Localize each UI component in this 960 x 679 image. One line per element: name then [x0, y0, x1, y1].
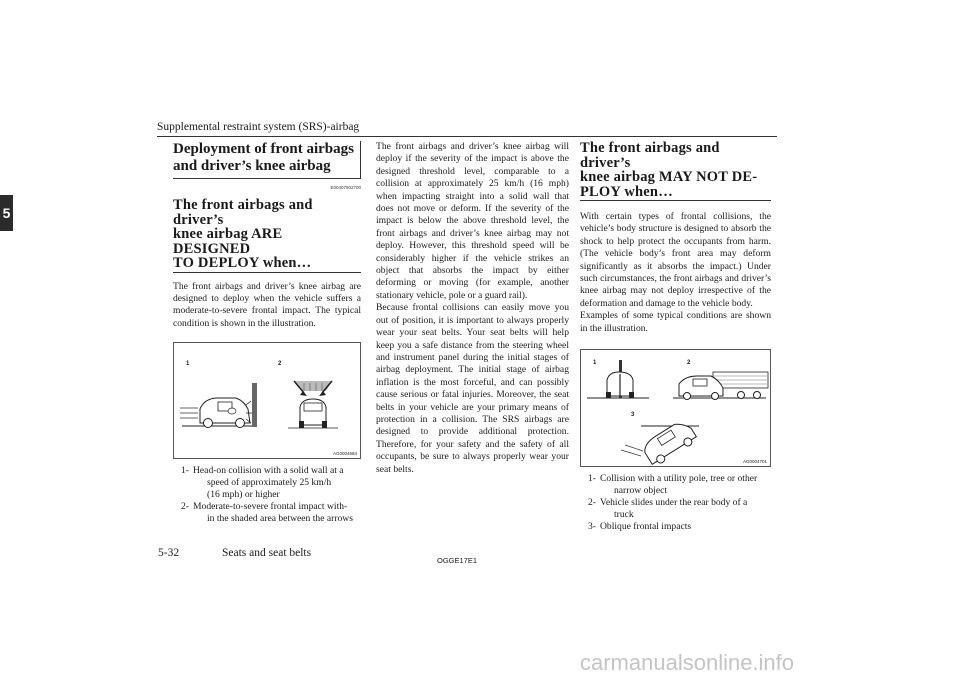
caption-number: 3-: [588, 521, 596, 533]
caption-line: in the shaded area between the arrows: [207, 513, 353, 525]
section-heading-line1: Deployment of front airbags: [173, 141, 354, 157]
caption-line: Vehicle slides under the rear body of a: [600, 497, 748, 509]
section-code: E00407502700: [330, 185, 361, 190]
figure-not-deploy-label-2: 2: [687, 360, 691, 367]
footer-section-title: Seats and seat belts: [222, 547, 312, 559]
subheading-deploy-line3: TO DEPLOY when…: [173, 256, 361, 273]
examples-paragraph: Examples of some typical conditions are shown in the illustration.: [580, 310, 771, 334]
figure-not-deploy-label-3: 3: [631, 412, 635, 419]
figure-deploy-code: AG0004684: [332, 451, 357, 457]
caption-item: [580, 497, 771, 521]
caption-item: [173, 501, 361, 525]
column-3: [580, 141, 771, 533]
header-rule: [157, 136, 777, 137]
caption-line: speed of approximately 25 km/h: [207, 477, 332, 489]
figure-not-deploy: [580, 349, 771, 467]
section-heading-line2: and driver’s knee airbag: [173, 158, 331, 174]
watermark: carmanualsonline.info: [580, 650, 795, 675]
caption-number: 2-: [181, 501, 189, 513]
caption-item: [173, 465, 361, 501]
threshold-paragraph: The front airbags and driver’s knee airbag will deploy if the severity of the impact is above the designed threshold level, comparable to a collision at approximately 25 km/h (16 mph) when impacting straight into a solid wall that does not move or deform. If the severity of the impact is below the above threshold level, the front airbags and driver’s knee airbag may not deploy. However, this threshold speed will be considerably higher if the vehicle strikes an object that absorbs the impact by either deforming or moving (for example, another stationary vehicle, pole or a guard rail).: [376, 141, 569, 301]
subheading-deploy: [173, 198, 361, 273]
caption-number: 1-: [588, 473, 596, 485]
caption-line: truck: [614, 509, 634, 521]
seatbelt-paragraph: Because frontal collisions can easily move you out of position, it is important to always properly wear your seat belts. Your seat belts will help keep you a safe distance from the steering wheel and instrument panel during the initial stages of airbag deployment. The initial stage of airbag inflation is the most forceful, and can possibly cause serious or fatal injuries. Moreover, the seat belts in your vehicle are your primary means of protection in a collision. The SRS airbags are designed to provide additional protection. Therefore, for your safety and the safety of all occupants, be sure to always properly wear your seat belts.: [376, 302, 569, 475]
column-2: [376, 141, 569, 476]
figure-not-deploy-label-1: 1: [593, 360, 597, 367]
subheading-not-deploy-line2: knee airbag MAY NOT DE-: [580, 169, 758, 185]
figure-not-deploy-illustration: [581, 350, 772, 468]
subheading-deploy-line2: knee airbag ARE DESIGNED: [173, 226, 283, 257]
figure-deploy-label-2: 2: [278, 361, 282, 368]
deploy-paragraph: The front airbags and driver’s knee airbag are designed to deploy when the vehicle suffers a moderate-to-severe frontal impact. The typical condition is shown in the illustration.: [173, 280, 361, 329]
caption-line: Moderate-to-severe frontal impact with-: [193, 501, 348, 513]
caption-item: [580, 473, 771, 497]
figure-deploy-label-1: 1: [186, 361, 190, 368]
caption-item: [580, 521, 771, 533]
subheading-not-deploy: [580, 141, 771, 201]
figure-deploy-captions: [173, 465, 361, 525]
subheading-deploy-line1: The front airbags and driver’s: [173, 197, 313, 228]
figure-not-deploy-captions: [580, 473, 771, 533]
caption-line: (16 mph) or higher: [207, 489, 280, 501]
caption-line: Oblique frontal impacts: [600, 521, 692, 533]
caption-line: Head-on collision with a solid wall at a: [193, 465, 344, 477]
figure-deploy-illustration: [174, 343, 362, 460]
caption-line: narrow object: [614, 485, 668, 497]
chapter-tab: 5: [0, 195, 13, 231]
caption-number: 1-: [181, 465, 189, 477]
page-number: 5-32: [158, 547, 180, 559]
section-heading-box: [173, 141, 361, 179]
not-deploy-paragraph: With certain types of frontal collisions, the vehicle’s body structure is designed to absorb the shock to help protect the occupants from harm. (The vehicle body’s front area may deform significantly as it absorbs the impact.) Under such circumstances, the front airbags and driver’s knee airbag may not deploy irrespective of the deformation and damage to the vehicle body.: [580, 211, 771, 309]
subheading-not-deploy-line1: The front airbags and driver’s: [580, 140, 720, 171]
subheading-not-deploy-line3: PLOY when…: [580, 185, 771, 202]
figure-not-deploy-code: AG0004701: [742, 459, 767, 465]
running-header: Supplemental restraint system (SRS)-airbag: [157, 121, 360, 133]
figure-deploy: [173, 342, 361, 459]
footer-doc-code: OGGE17E1: [437, 556, 478, 565]
caption-number: 2-: [588, 497, 596, 509]
caption-line: Collision with a utility pole, tree or other: [600, 473, 758, 485]
column-1: [173, 141, 361, 525]
